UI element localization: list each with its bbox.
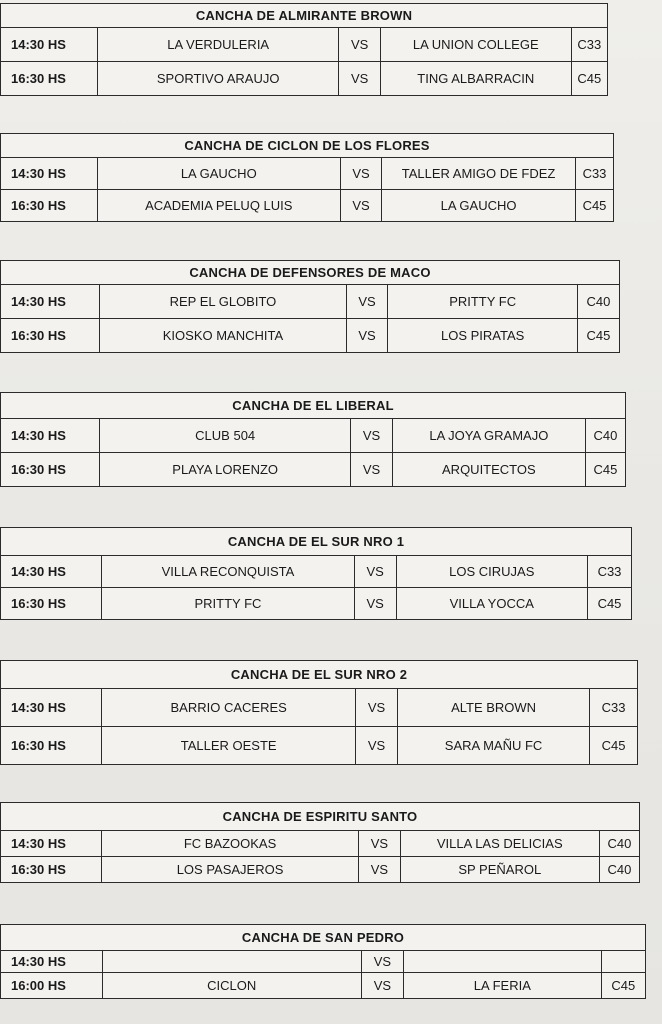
match-time: 14:30 HS (1, 951, 103, 973)
match-time: 16:30 HS (1, 588, 102, 620)
match-time: 14:30 HS (1, 689, 102, 727)
match-row (1, 453, 626, 487)
versus-label: VS (340, 190, 381, 222)
away-team: VILLA LAS DELICIAS (400, 831, 599, 857)
venue-block (0, 260, 620, 353)
home-team (102, 951, 361, 973)
versus-label: VS (340, 158, 381, 190)
category-code: C40 (599, 831, 639, 857)
home-team: KIOSKO MANCHITA (100, 319, 346, 353)
match-time: 16:30 HS (1, 319, 100, 353)
category-code: C33 (587, 556, 631, 588)
versus-label: VS (354, 588, 396, 620)
category-code: C45 (576, 190, 614, 222)
venue-title: CANCHA DE EL SUR NRO 1 (1, 528, 632, 556)
category-code (601, 951, 645, 973)
away-team: ALTE BROWN (397, 689, 589, 727)
versus-label: VS (361, 973, 403, 999)
away-team: SP PEÑAROL (400, 857, 599, 883)
category-code: C40 (577, 285, 619, 319)
venue-block (0, 660, 638, 765)
home-team: FC BAZOOKAS (102, 831, 359, 857)
match-time: 14:30 HS (1, 556, 102, 588)
versus-label: VS (361, 951, 403, 973)
away-team: ARQUITECTOS (392, 453, 585, 487)
versus-label: VS (354, 556, 396, 588)
category-code: C45 (577, 319, 619, 353)
versus-label: VS (356, 689, 398, 727)
away-team: LA JOYA GRAMAJO (392, 419, 585, 453)
venue-title: CANCHA DE EL LIBERAL (1, 393, 626, 419)
match-row (1, 973, 646, 999)
venue-header-row (1, 261, 620, 285)
match-time: 16:00 HS (1, 973, 103, 999)
match-row (1, 588, 632, 620)
away-team: VILLA YOCCA (396, 588, 587, 620)
away-team: PRITTY FC (388, 285, 577, 319)
venue-title: CANCHA DE ESPIRITU SANTO (1, 803, 640, 831)
versus-label: VS (359, 831, 401, 857)
match-row (1, 190, 614, 222)
venue-header-row (1, 803, 640, 831)
venue-header-row (1, 661, 638, 689)
match-time: 14:30 HS (1, 831, 102, 857)
category-code: C45 (601, 973, 645, 999)
match-time: 14:30 HS (1, 419, 100, 453)
match-row (1, 28, 608, 62)
venue-header-row (1, 134, 614, 158)
match-row (1, 951, 646, 973)
versus-label: VS (359, 857, 401, 883)
versus-label: VS (339, 62, 381, 96)
category-code: C33 (576, 158, 614, 190)
venue-header-row (1, 925, 646, 951)
match-time: 16:30 HS (1, 857, 102, 883)
venue-header-row (1, 393, 626, 419)
match-time: 14:30 HS (1, 285, 100, 319)
home-team: REP EL GLOBITO (100, 285, 346, 319)
home-team: TALLER OESTE (102, 727, 356, 765)
venue-header-row (1, 4, 608, 28)
venue-header-row (1, 528, 632, 556)
home-team: ACADEMIA PELUQ LUIS (97, 190, 340, 222)
match-row (1, 831, 640, 857)
away-team: LOS PIRATAS (388, 319, 577, 353)
versus-label: VS (351, 419, 393, 453)
venue-block (0, 133, 614, 222)
away-team: LA FERIA (403, 973, 601, 999)
away-team: LA UNION COLLEGE (380, 28, 571, 62)
venue-block (0, 392, 626, 487)
venue-block (0, 802, 640, 883)
category-code: C45 (587, 588, 631, 620)
venue-title: CANCHA DE SAN PEDRO (1, 925, 646, 951)
home-team: LOS PASAJEROS (102, 857, 359, 883)
home-team: LA GAUCHO (97, 158, 340, 190)
category-code: C33 (571, 28, 607, 62)
match-row (1, 857, 640, 883)
category-code: C45 (590, 727, 638, 765)
venue-block (0, 3, 608, 96)
home-team: LA VERDULERIA (97, 28, 338, 62)
away-team: LA GAUCHO (382, 190, 576, 222)
versus-label: VS (339, 28, 381, 62)
versus-label: VS (346, 285, 388, 319)
venue-title: CANCHA DE DEFENSORES DE MACO (1, 261, 620, 285)
match-row (1, 62, 608, 96)
match-row (1, 727, 638, 765)
venue-title: CANCHA DE ALMIRANTE BROWN (1, 4, 608, 28)
away-team (403, 951, 601, 973)
category-code: C45 (571, 62, 607, 96)
away-team: TING ALBARRACIN (380, 62, 571, 96)
match-row (1, 319, 620, 353)
venue-title: CANCHA DE CICLON DE LOS FLORES (1, 134, 614, 158)
venue-block (0, 527, 632, 620)
versus-label: VS (346, 319, 388, 353)
versus-label: VS (356, 727, 398, 765)
category-code: C40 (599, 857, 639, 883)
away-team: LOS CIRUJAS (396, 556, 587, 588)
match-row (1, 158, 614, 190)
match-time: 16:30 HS (1, 190, 98, 222)
home-team: PLAYA LORENZO (100, 453, 351, 487)
match-time: 16:30 HS (1, 453, 100, 487)
away-team: TALLER AMIGO DE FDEZ (382, 158, 576, 190)
home-team: CLUB 504 (100, 419, 351, 453)
match-row (1, 285, 620, 319)
match-row (1, 689, 638, 727)
category-code: C40 (585, 419, 625, 453)
venue-block (0, 924, 646, 999)
category-code: C33 (590, 689, 638, 727)
venue-title: CANCHA DE EL SUR NRO 2 (1, 661, 638, 689)
match-row (1, 556, 632, 588)
match-time: 14:30 HS (1, 158, 98, 190)
match-row (1, 419, 626, 453)
category-code: C45 (585, 453, 625, 487)
versus-label: VS (351, 453, 393, 487)
match-time: 16:30 HS (1, 62, 98, 96)
home-team: BARRIO CACERES (102, 689, 356, 727)
match-time: 16:30 HS (1, 727, 102, 765)
home-team: CICLON (102, 973, 361, 999)
away-team: SARA MAÑU FC (397, 727, 589, 765)
home-team: PRITTY FC (102, 588, 355, 620)
home-team: VILLA RECONQUISTA (102, 556, 355, 588)
home-team: SPORTIVO ARAUJO (97, 62, 338, 96)
match-time: 14:30 HS (1, 28, 98, 62)
